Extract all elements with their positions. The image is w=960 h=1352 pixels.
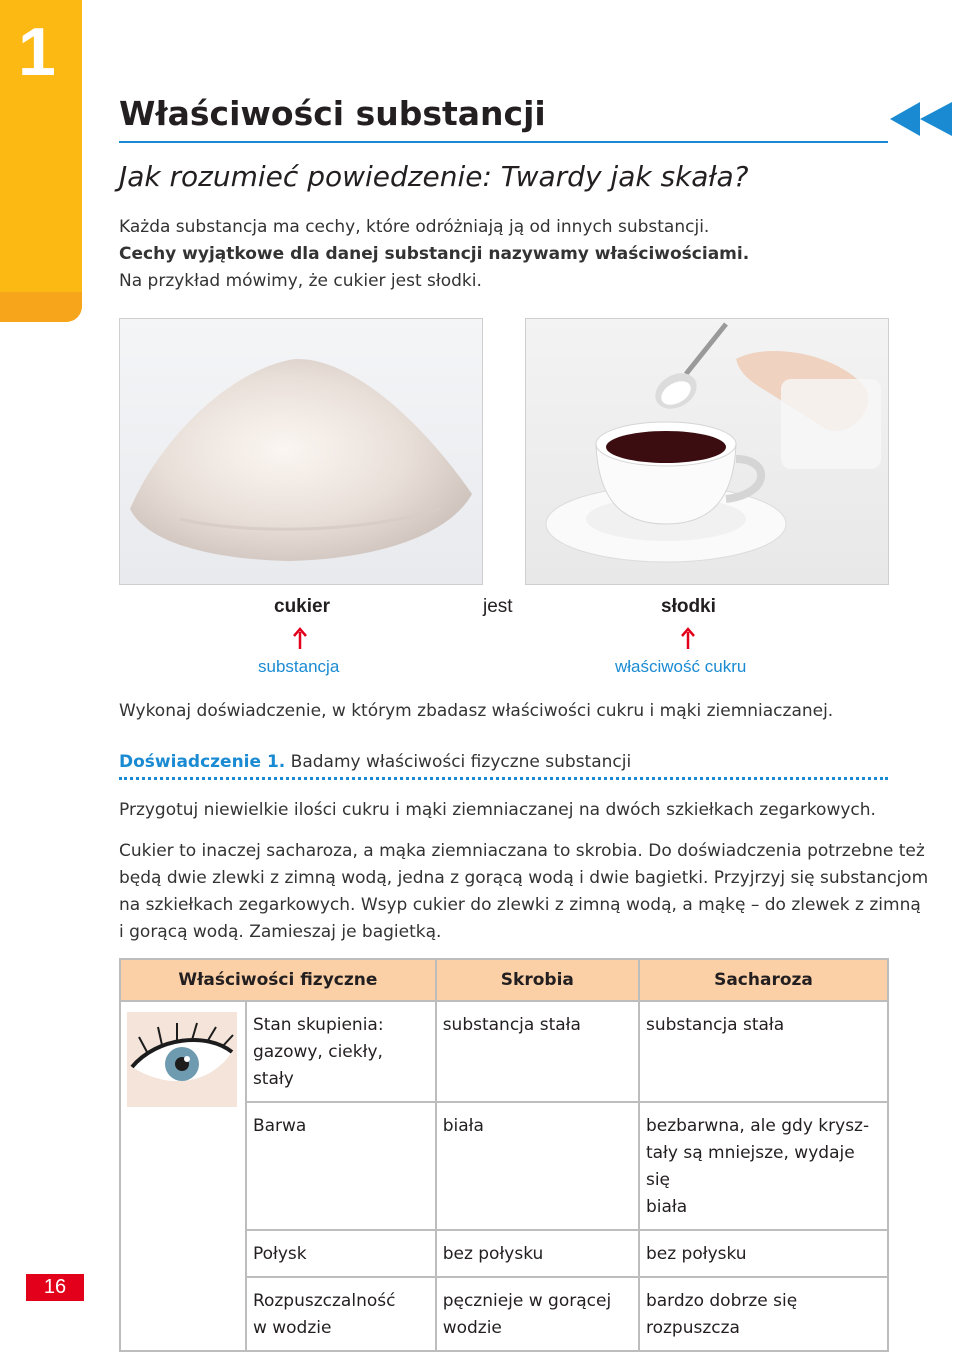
starch-cell — [436, 1277, 639, 1351]
intro-line: Każda substancja ma cechy, które odróżniają ją od innych substancji. — [119, 217, 710, 237]
word-is: jest — [483, 596, 513, 617]
dotted-divider — [119, 777, 888, 780]
cell-line: w wodzie — [252, 1318, 332, 1338]
sucrose-cell — [639, 1102, 888, 1230]
experiment-title: Badamy właściwości fizyczne substancji — [290, 752, 632, 772]
table-row — [120, 1001, 888, 1102]
chapter-number: 1 — [18, 14, 56, 90]
eye-image — [127, 1012, 237, 1107]
property-cell: Barwa — [246, 1102, 436, 1230]
paragraph-line: będą dwie zlewki z zimną wodą, jedna z gorącą wodą i dwie bagietki. Przyjrzyj się substancjom — [119, 868, 929, 888]
sucrose-cell: substancja stała — [639, 1001, 888, 1102]
coffee-cup-image — [526, 319, 888, 584]
cell-line: gazowy, ciekły, stały — [252, 1042, 383, 1089]
section-title: Właściwości substancji — [119, 94, 546, 133]
starch-cell: biała — [436, 1102, 639, 1230]
section-question: Jak rozumieć powiedzenie: Twardy jak skała? — [119, 160, 749, 193]
paragraph-line: Cukier to inaczej sacharoza, a mąka ziemniaczana to skrobia. Do doświadczenia potrzebne też — [119, 841, 925, 861]
paragraph-line: na szkiełkach zegarkowych. Wsyp cukier do zlewki z zimną wodą, a mąkę – do zlewek z zimną — [119, 895, 921, 915]
sugar-pile-image — [120, 319, 482, 584]
experiment-label: Doświadczenie 1. — [119, 752, 286, 772]
experiment-heading — [119, 752, 631, 772]
task-instruction: Wykonaj doświadczenie, w którym zbadasz właściwości cukru i mąki ziemniaczanej. — [119, 701, 834, 721]
label-substance: substancja — [258, 657, 340, 676]
coffee-cup-photo — [525, 318, 889, 585]
properties-table — [119, 958, 889, 1352]
intro-line: Na przykład mówimy, że cukier jest słodki. — [119, 271, 482, 291]
property-cell — [246, 1001, 436, 1102]
label-property: właściwość cukru — [615, 657, 747, 676]
intro-text — [119, 214, 749, 295]
cell-line: biała — [645, 1197, 688, 1217]
property-cell: Połysk — [246, 1230, 436, 1277]
paragraph-line: i gorącą wodą. Zamieszaj je bagietką. — [119, 922, 442, 942]
page-number: 16 — [26, 1274, 84, 1301]
paragraph: Przygotuj niewielkie ilości cukru i mąki ziemniaczanej na dwóch szkiełkach zegarkowych. — [119, 800, 876, 820]
arrow-up-icon — [292, 627, 308, 649]
starch-cell: substancja stała — [436, 1001, 639, 1102]
cell-line: bezbarwna, ale gdy krysz- — [645, 1116, 870, 1136]
starch-cell: bez połysku — [436, 1230, 639, 1277]
table-header-row — [120, 959, 888, 1001]
table-header: Właściwości fizyczne — [120, 959, 436, 1001]
table-header: Sacharoza — [639, 959, 888, 1001]
cell-line: wodzie — [442, 1318, 502, 1338]
property-cell — [246, 1277, 436, 1351]
image-cell — [120, 1001, 246, 1351]
table-header: Skrobia — [436, 959, 639, 1001]
paragraph — [119, 838, 928, 946]
sucrose-cell: bardzo dobrze się rozpuszcza — [639, 1277, 888, 1351]
arrow-up-icon — [680, 627, 696, 649]
intro-definition: Cechy wyjątkowe dla danej substancji nazywamy właściwościami. — [119, 244, 750, 264]
rewind-icon[interactable] — [886, 100, 956, 138]
sugar-pile-photo — [119, 318, 483, 585]
word-sweet: słodki — [661, 596, 716, 617]
title-divider — [119, 141, 888, 143]
cell-line: tały są mniejsze, wydaje się — [645, 1143, 855, 1190]
cell-line: Stan skupienia: — [252, 1015, 384, 1035]
cell-line: pęcznieje w gorącej — [442, 1291, 612, 1311]
sucrose-cell: bez połysku — [639, 1230, 888, 1277]
cell-line: Rozpuszczalność — [252, 1291, 396, 1311]
word-sugar: cukier — [274, 596, 330, 617]
